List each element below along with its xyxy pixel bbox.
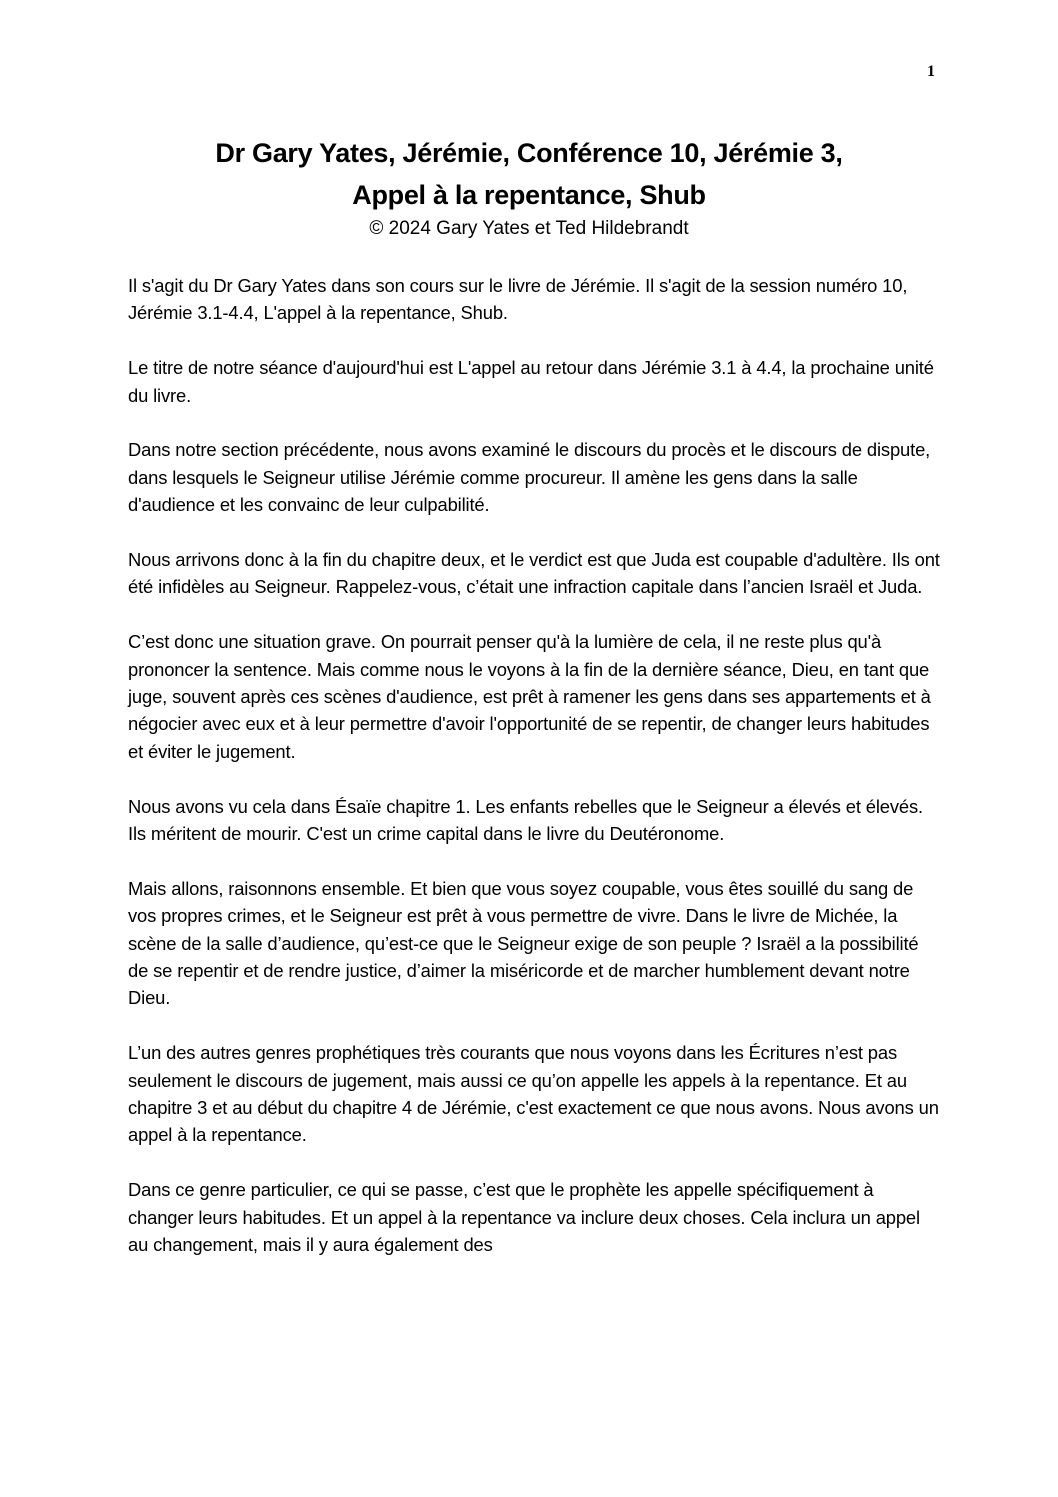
page-number: 1	[927, 63, 935, 80]
paragraph: C’est donc une situation grave. On pourrait penser qu'à la lumière de cela, il ne reste plus qu'à prononcer la sentence. Mais comme nous le voyons à la fin de la dernière séance, Dieu, en tant que juge, souvent après ces scènes d'audience, est prêt à ramener les gens dans ses appartements et à négocier avec eux et à leur permettre d'avoir l'opportunité de se repentir, de changer leurs habitudes et éviter le jugement.	[128, 631, 931, 762]
document-body	[128, 272, 940, 1286]
paragraph: Dans notre section précédente, nous avons examiné le discours du procès et le discours de dispute, dans lesquels le Seigneur utilise Jérémie comme procureur. Il amène les gens dans la salle d'audience et les convainc de leur culpabilité.	[128, 439, 931, 516]
paragraph: Dans ce genre particulier, ce qui se passe, c’est que le prophète les appelle spécifiquement à changer leurs habitudes. Et un appel à la repentance va inclure deux choses. Cela inclura un appel au changement, mais il y aura également des	[128, 1179, 920, 1256]
paragraph: Il s'agit du Dr Gary Yates dans son cours sur le livre de Jérémie. Il s'agit de la session numéro 10, Jérémie 3.1-4.4, L'appel à la repentance, Shub.	[128, 275, 908, 324]
paragraph: L’un des autres genres prophétiques très courants que nous voyons dans les Écritures n’est pas seulement le discours de jugement, mais aussi ce qu’on appelle les appels à la repentance. Et au chapitre 3 et au début du chapitre 4 de Jérémie, c'est exactement ce que nous avons. Nous avons un appel à la repentance.	[128, 1042, 939, 1146]
document-title-line-2: Appel à la repentance, Shub	[352, 180, 706, 210]
paragraph: Le titre de notre séance d'aujourd'hui est L'appel au retour dans Jérémie 3.1 à 4.4, la prochaine unité du livre.	[128, 357, 934, 406]
paragraph: Mais allons, raisonnons ensemble. Et bien que vous soyez coupable, vous êtes souillé du sang de vos propres crimes, et le Seigneur est prêt à vous permettre de vivre. Dans le livre de Michée, la scène de la salle d’audience, qu’est-ce que le Seigneur exige de son peuple ? Israël a la possibilité de se repentir et de rendre justice, d’aimer la miséricorde et de marcher humblement devant notre Dieu.	[128, 877, 919, 1009]
paragraph: Nous arrivons donc à la fin du chapitre deux, et le verdict est que Juda est coupable d'adultère. Ils ont été infidèles au Seigneur. Rappelez-vous, c’était une infraction capitale dans l’ancien Israël et Juda.	[128, 549, 940, 598]
copyright-line: © 2024 Gary Yates et Ted Hildebrandt	[369, 218, 689, 239]
document-header	[0, 132, 1058, 242]
document-title-line-1: Dr Gary Yates, Jérémie, Conférence 10, Jérémie 3,	[215, 138, 843, 168]
paragraph: Nous avons vu cela dans Ésaïe chapitre 1. Les enfants rebelles que le Seigneur a élevés et élevés. Ils méritent de mourir. C'est un crime capital dans le livre du Deutéronome.	[128, 795, 923, 845]
